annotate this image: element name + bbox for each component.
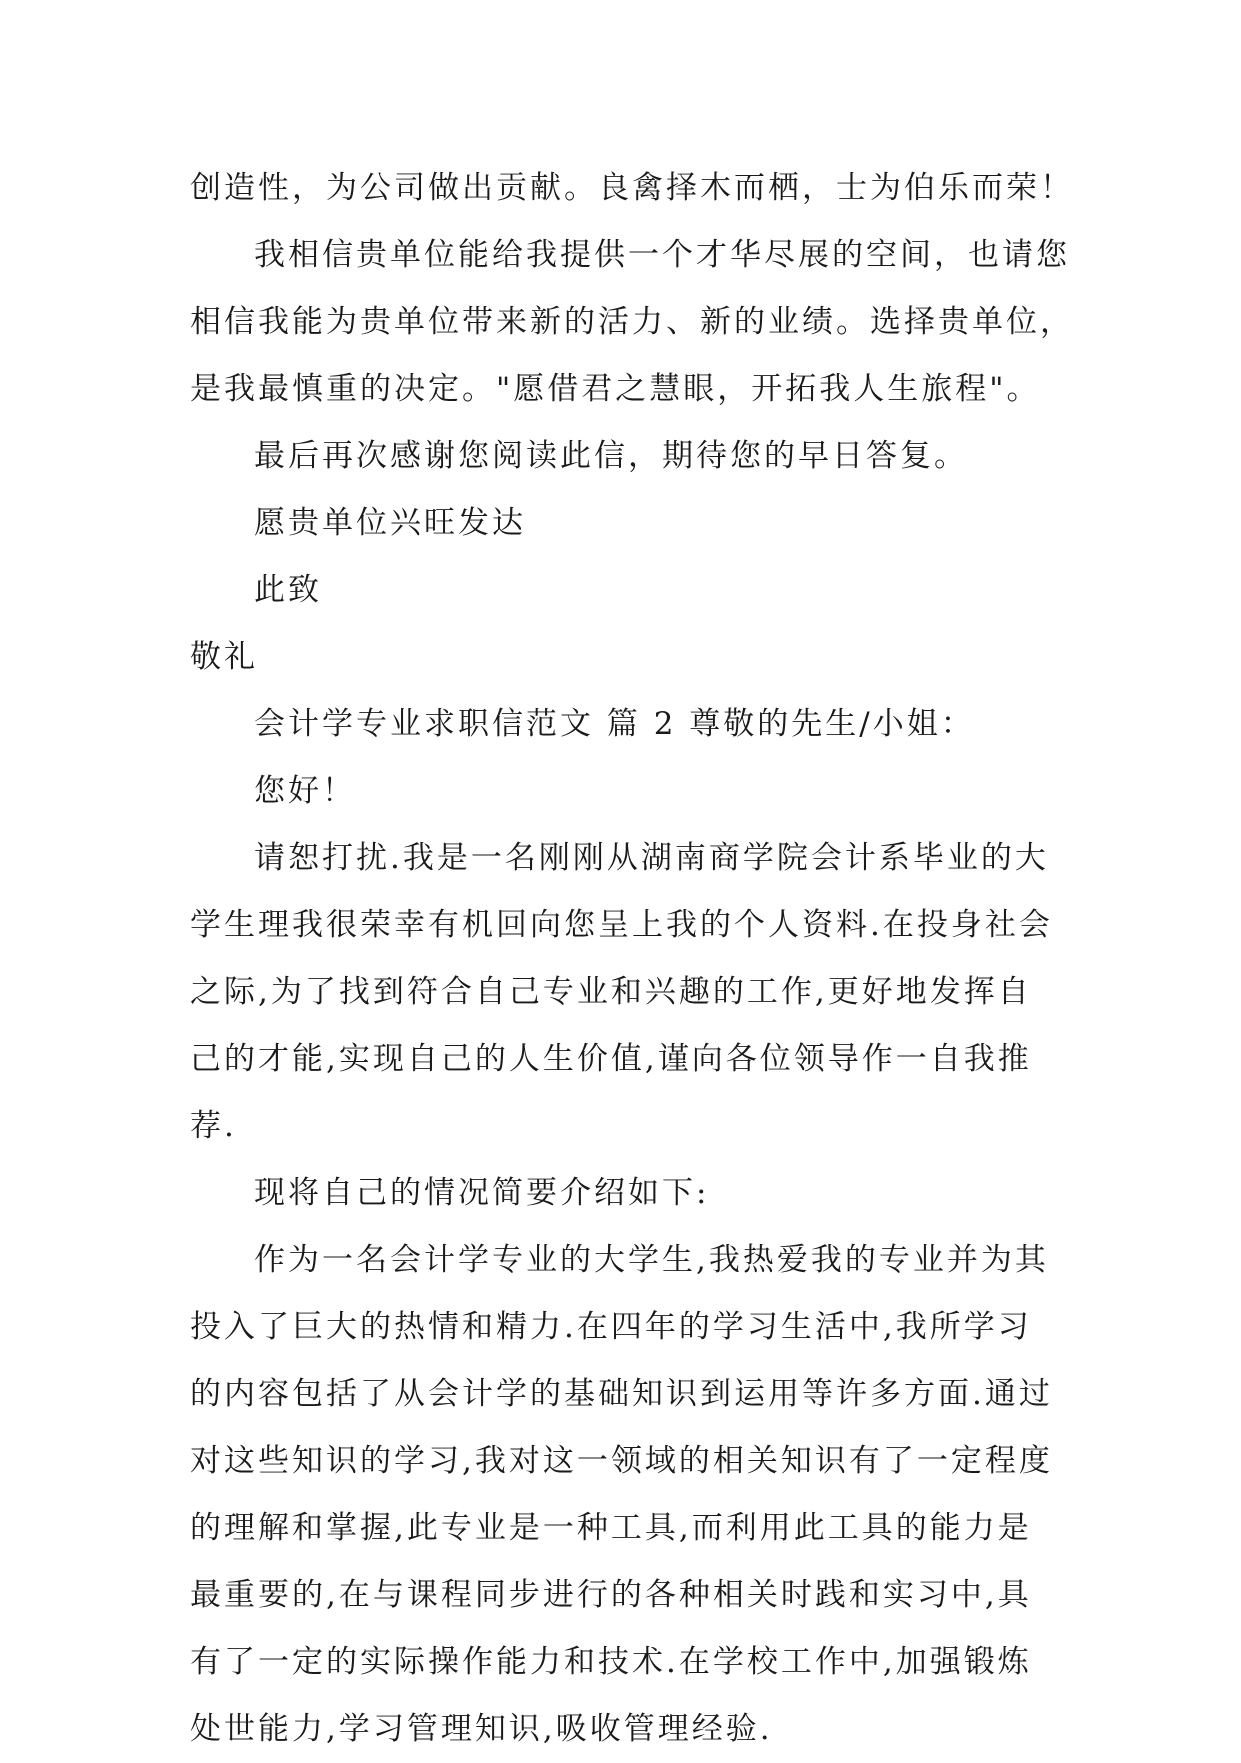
paragraph [190,624,1052,691]
text-line: 之际,为了找到符合自己专业和兴趣的工作,更好地发挥自 [190,974,1032,1010]
text-line: 是我最慎重的决定。"愿借君之慧眼，开拓我人生旅程"。 [190,371,1041,407]
text-line: 处世能力,学习管理知识,吸收管理经验. [190,1711,773,1747]
text-line: 您好！ [254,773,356,809]
text-line: 最后再次感谢您阅读此信，期待您的早日答复。 [254,438,968,474]
paragraph [190,825,1052,1160]
text-line: 现将自己的情况简要介绍如下: [254,1175,710,1211]
text-line: 最重要的,在与课程同步进行的各种相关时践和实习中,具 [190,1577,1032,1613]
text-line: 己的才能,实现自己的人生价值,谨向各位领导作一自我推 [190,1041,1032,1077]
paragraph [190,155,1074,222]
letter-body [190,155,1074,1763]
text-line: 的内容包括了从会计学的基础知识到运用等许多方面.通过 [190,1376,1053,1412]
paragraph [190,557,1052,624]
text-line: 我相信贵单位能给我提供一个才华尽展的空间，也请您 [254,237,1070,273]
text-line: 相信我能为贵单位带来新的活力、新的业绩。选择贵单位， [190,304,1074,340]
text-line: 请恕打扰.我是一名刚刚从湖南商学院会计系毕业的大 [254,840,1049,876]
paragraph [190,691,1052,758]
text-line: 对这些知识的学习,我对这一领域的相关知识有了一定程度 [190,1443,1053,1479]
text-line: 创造性，为公司做出贡献。良禽择木而栖，士为伯乐而荣！ [190,170,1074,206]
text-line: 会计学专业求职信范文 篇 2 尊敬的先生/小姐： [254,706,975,742]
paragraph [190,222,1074,423]
text-line: 愿贵单位兴旺发达 [254,505,526,541]
paragraph [190,1160,1052,1227]
text-line: 有了一定的实际操作能力和技术.在学校工作中,加强锻炼 [190,1644,1032,1680]
text-line: 的理解和掌握,此专业是一种工具,而利用此工具的能力是 [190,1510,1032,1546]
text-line: 此致 [254,572,322,608]
paragraph [190,490,1052,557]
text-line: 作为一名会计学专业的大学生,我热爱我的专业并为其 [254,1242,1049,1278]
paragraph [190,1227,1052,1763]
paragraph [190,758,1052,825]
text-line: 荐. [190,1108,237,1144]
text-line: 投入了巨大的热情和精力.在四年的学习生活中,我所学习 [190,1309,1032,1345]
paragraph [190,423,1052,490]
text-line: 学生理我很荣幸有机回向您呈上我的个人资料.在投身社会 [190,907,1053,943]
text-line: 敬礼 [190,639,258,675]
